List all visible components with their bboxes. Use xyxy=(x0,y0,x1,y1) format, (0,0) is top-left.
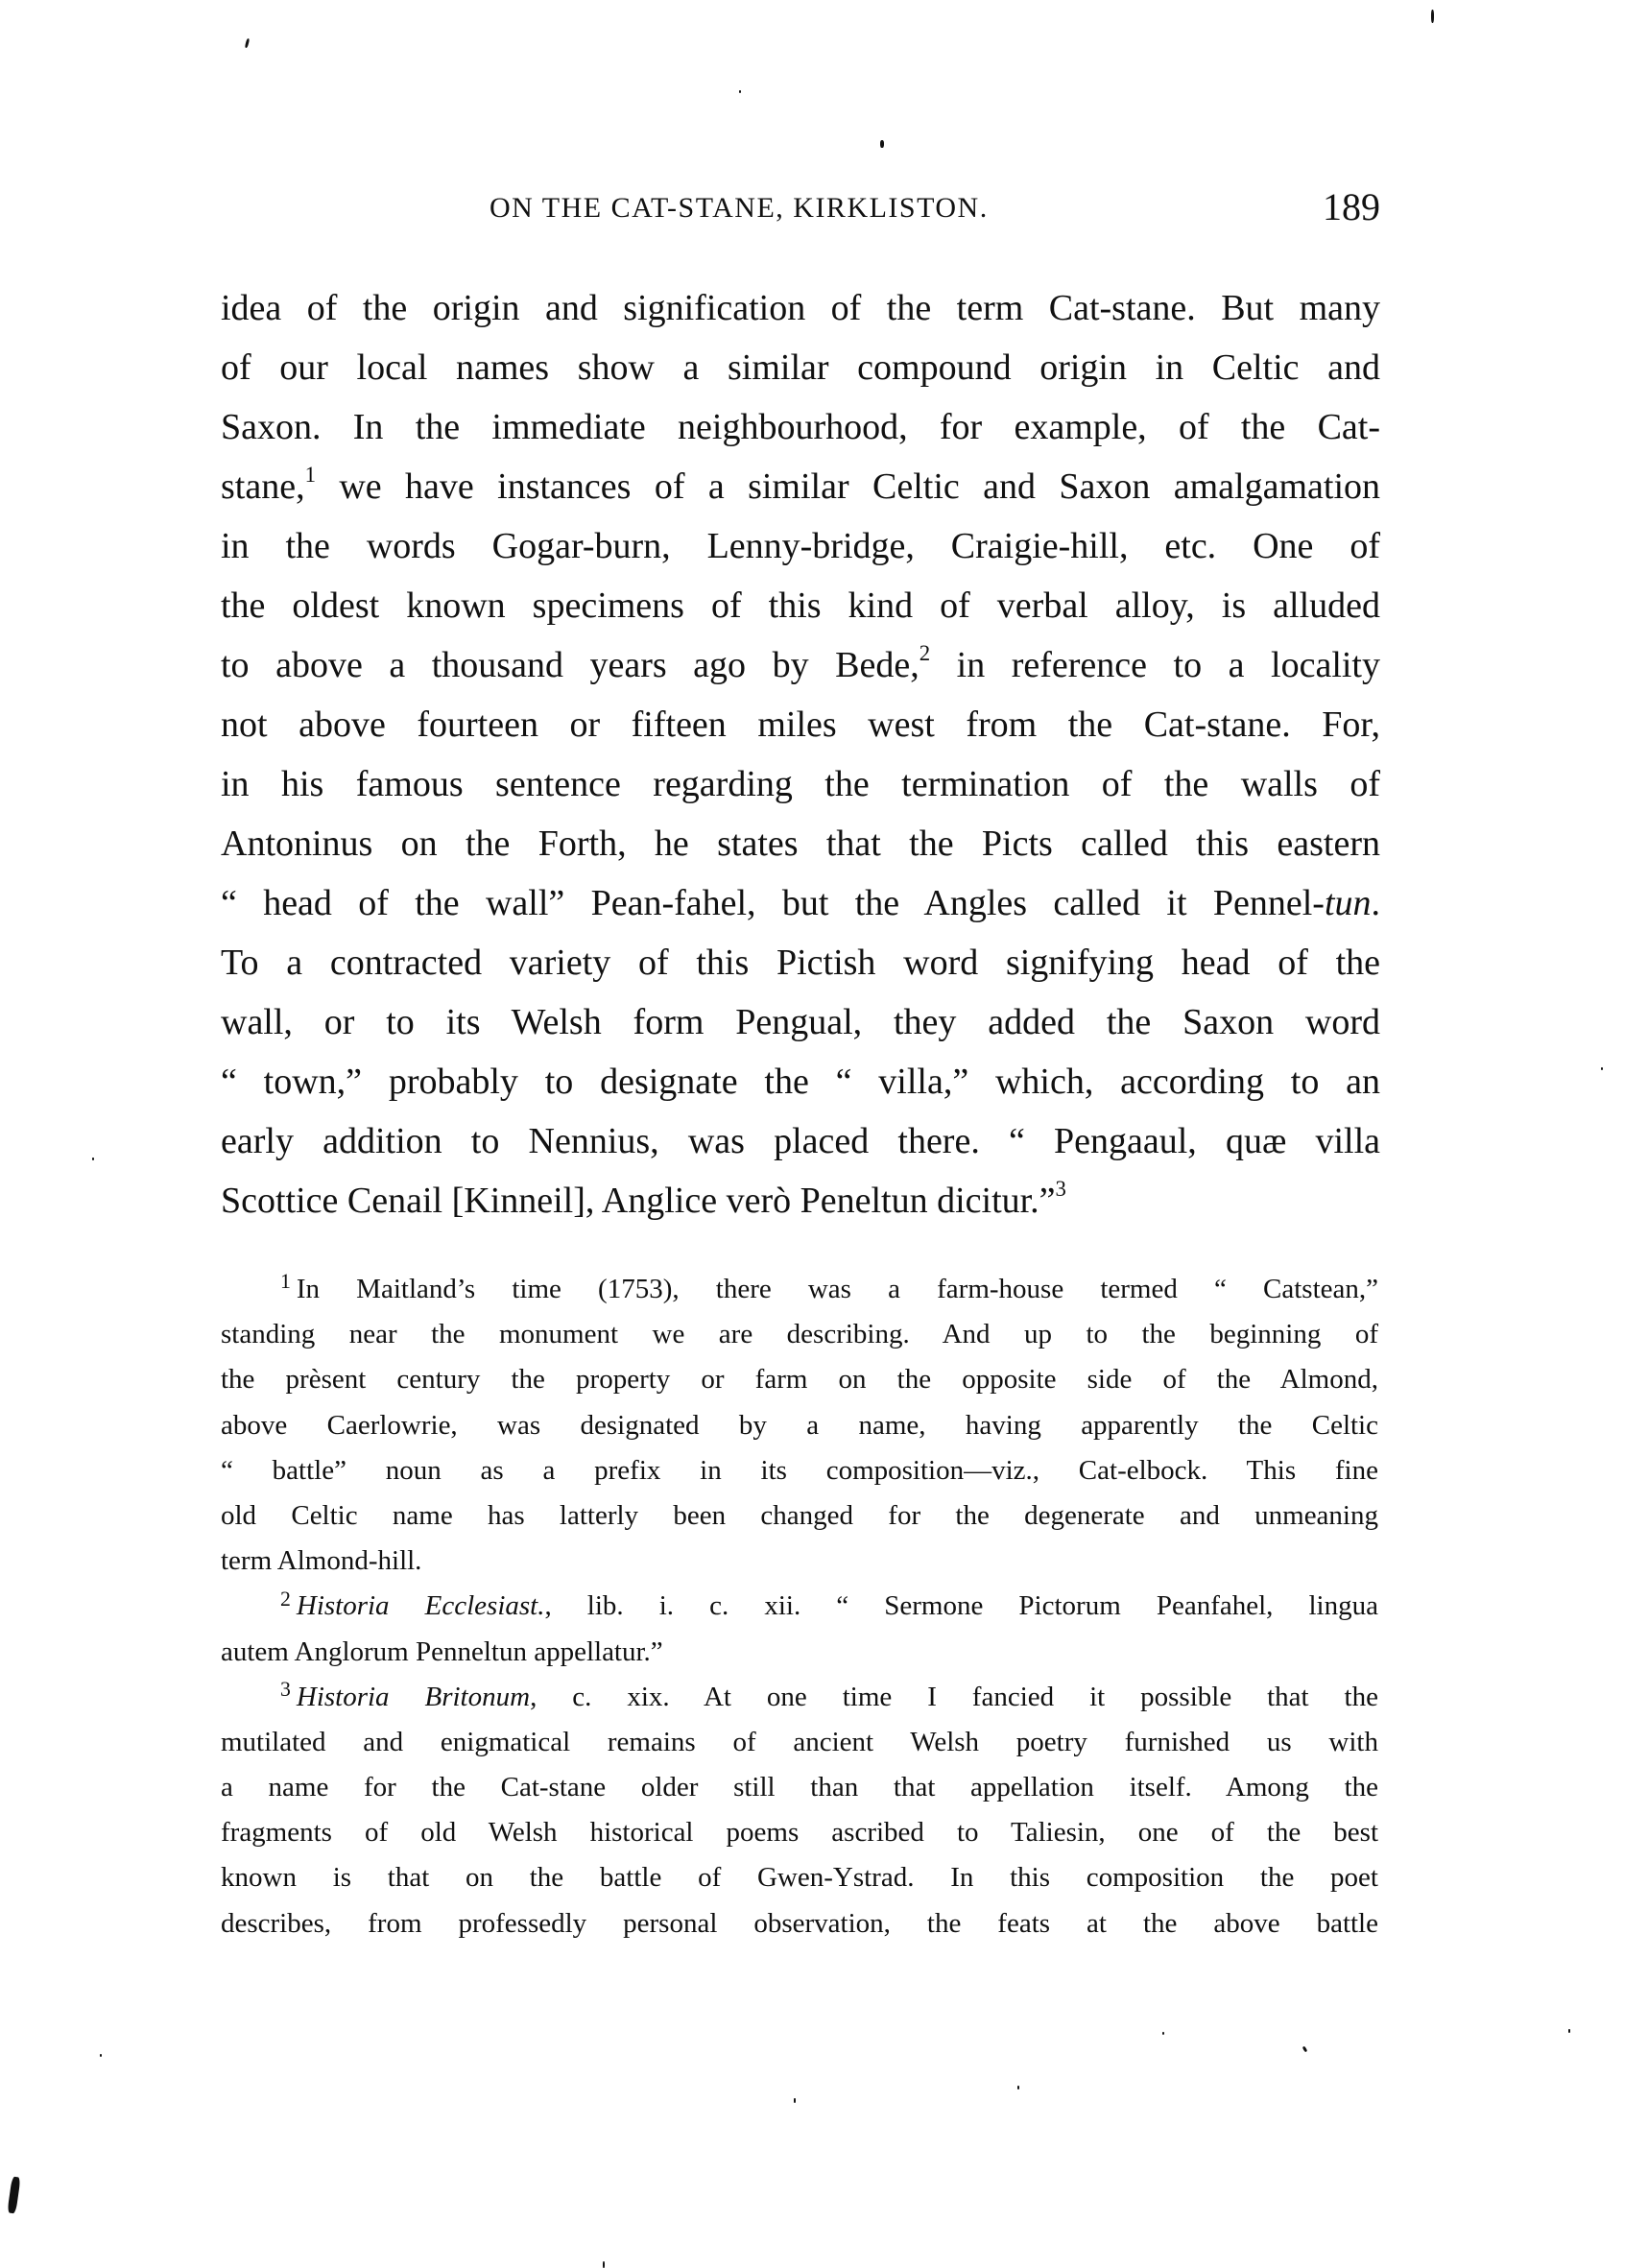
scan-speck xyxy=(880,140,884,148)
body-text-fragment: Scottice Cenail [Kinneil], Anglice verò Peneltun dicitur.” xyxy=(221,1181,1056,1221)
body-line xyxy=(221,1171,1380,1230)
scan-speck xyxy=(7,2177,20,2214)
footnote-text: , lib. i. c. xii. “ Sermone Pictorum Peanfahel, lingua xyxy=(544,1590,1378,1622)
body-line: not above fourteen or fifteen miles west from the Cat-stane. For, xyxy=(221,704,1380,745)
body-text-fragment: . xyxy=(1371,883,1380,923)
scan-speck xyxy=(739,90,741,93)
running-head xyxy=(221,185,1380,236)
body-text-fragment: to above a thousand years ago by Bede, xyxy=(221,645,920,685)
body-line: To a contracted variety of this Pictish word signifying head of the xyxy=(221,943,1380,983)
body-line: in the words Gogar-burn, Lenny-bridge, Craigie-hill, etc. One of xyxy=(221,526,1380,566)
footnote-3-line: mutilated and enigmatical remains of ancient Welsh poetry furnished us with xyxy=(221,1726,1378,1757)
footnote-source-title: Historia Ecclesiast. xyxy=(296,1590,545,1622)
footnote-number: 1 xyxy=(280,1270,291,1294)
footnote-ref-3[interactable]: 3 xyxy=(1055,1176,1066,1201)
footnote-text: , c. xix. At one time I fancied it possible that the xyxy=(530,1681,1378,1712)
scan-speck xyxy=(1162,2032,1164,2035)
footnote-1-line xyxy=(221,1267,1378,1312)
body-line: Antoninus on the Forth, he states that the Picts called this eastern xyxy=(221,824,1380,864)
scan-speck xyxy=(245,38,250,48)
body-line: “ town,” probably to designate the “ villa,” which, according to an xyxy=(221,1062,1380,1102)
scan-speck xyxy=(1431,10,1434,23)
body-text-fragment: we have instances of a similar Celtic and Saxon amalgamation xyxy=(315,466,1380,507)
body-text-fragment: in reference to a locality xyxy=(930,645,1380,685)
footnote-1-line: term Almond-hill. xyxy=(221,1545,422,1577)
body-text xyxy=(221,278,1380,1230)
footnote-3-line: fragments of old Welsh historical poems ascribed to Taliesin, one of the best xyxy=(221,1817,1378,1849)
body-line: the oldest known specimens of this kind of verbal alloy, is alluded xyxy=(221,585,1380,626)
footnote-3-line xyxy=(221,1675,1378,1720)
scan-speck xyxy=(1302,2046,1308,2053)
italic-word: tun xyxy=(1324,883,1372,923)
body-line xyxy=(221,635,1380,695)
body-line xyxy=(221,873,1380,933)
footnote-ref-2[interactable]: 2 xyxy=(919,640,931,665)
footnote-1-line: the prèsent century the property or farm on the opposite side of the Almond, xyxy=(221,1364,1378,1396)
footnote-2-line xyxy=(221,1584,1378,1629)
body-line: early addition to Nennius, was placed there. “ Pengaaul, quæ villa xyxy=(221,1121,1380,1161)
footnote-number: 3 xyxy=(280,1677,291,1701)
footnote-1-line: “ battle” noun as a prefix in its composition—viz., Cat-elbock. This fine xyxy=(221,1454,1378,1486)
footnote-source-title: Historia Britonum xyxy=(296,1681,531,1712)
footnote-1-line: old Celtic name has latterly been changed for the degenerate and unmeaning xyxy=(221,1499,1378,1531)
footnote-3-line: known is that on the battle of Gwen-Ystrad. In this composition the poet xyxy=(221,1862,1378,1894)
body-line: in his famous sentence regarding the termination of the walls of xyxy=(221,764,1380,804)
page-number: 189 xyxy=(1323,185,1380,228)
footnote-number: 2 xyxy=(280,1587,291,1611)
scan-speck xyxy=(1568,2029,1570,2033)
scan-speck xyxy=(1601,1067,1603,1070)
body-text-fragment: stane, xyxy=(221,466,305,507)
scan-speck xyxy=(1017,2086,1019,2089)
footnote-ref-1[interactable]: 1 xyxy=(304,462,316,487)
scan-speck xyxy=(92,1158,94,1160)
body-line: of our local names show a similar compound origin in Celtic and xyxy=(221,347,1380,388)
footnote-1-line: standing near the monument we are describing. And up to the beginning of xyxy=(221,1319,1378,1350)
footnote-1-line: above Caerlowrie, was designated by a name, having apparently the Celtic xyxy=(221,1409,1378,1441)
scan-speck xyxy=(603,2261,605,2268)
body-text-fragment: “ head of the wall” Pean-fahel, but the Angles called it Pennel- xyxy=(221,883,1325,923)
running-title: ON THE CAT-STANE, KIRKLISTON. xyxy=(490,192,989,224)
body-line: idea of the origin and signification of the term Cat-stane. But many xyxy=(221,288,1380,328)
footnote-text: In Maitland’s time (1753), there was a farm-house termed “ Catstean,” xyxy=(296,1274,1378,1304)
body-line: wall, or to its Welsh form Pengual, they added the Saxon word xyxy=(221,1002,1380,1042)
body-line: Saxon. In the immediate neighbourhood, for example, of the Cat- xyxy=(221,407,1380,447)
body-line xyxy=(221,457,1380,516)
scan-speck xyxy=(794,2098,796,2103)
footnote-2-line: autem Anglorum Penneltun appellatur.” xyxy=(221,1635,663,1667)
scan-speck xyxy=(100,2054,102,2057)
footnote-3-line: describes, from professedly personal observation, the feats at the above battle xyxy=(221,1907,1378,1939)
footnote-3-line: a name for the Cat-stane older still than that appellation itself. Among the xyxy=(221,1772,1378,1803)
footnotes xyxy=(221,1267,1378,1946)
